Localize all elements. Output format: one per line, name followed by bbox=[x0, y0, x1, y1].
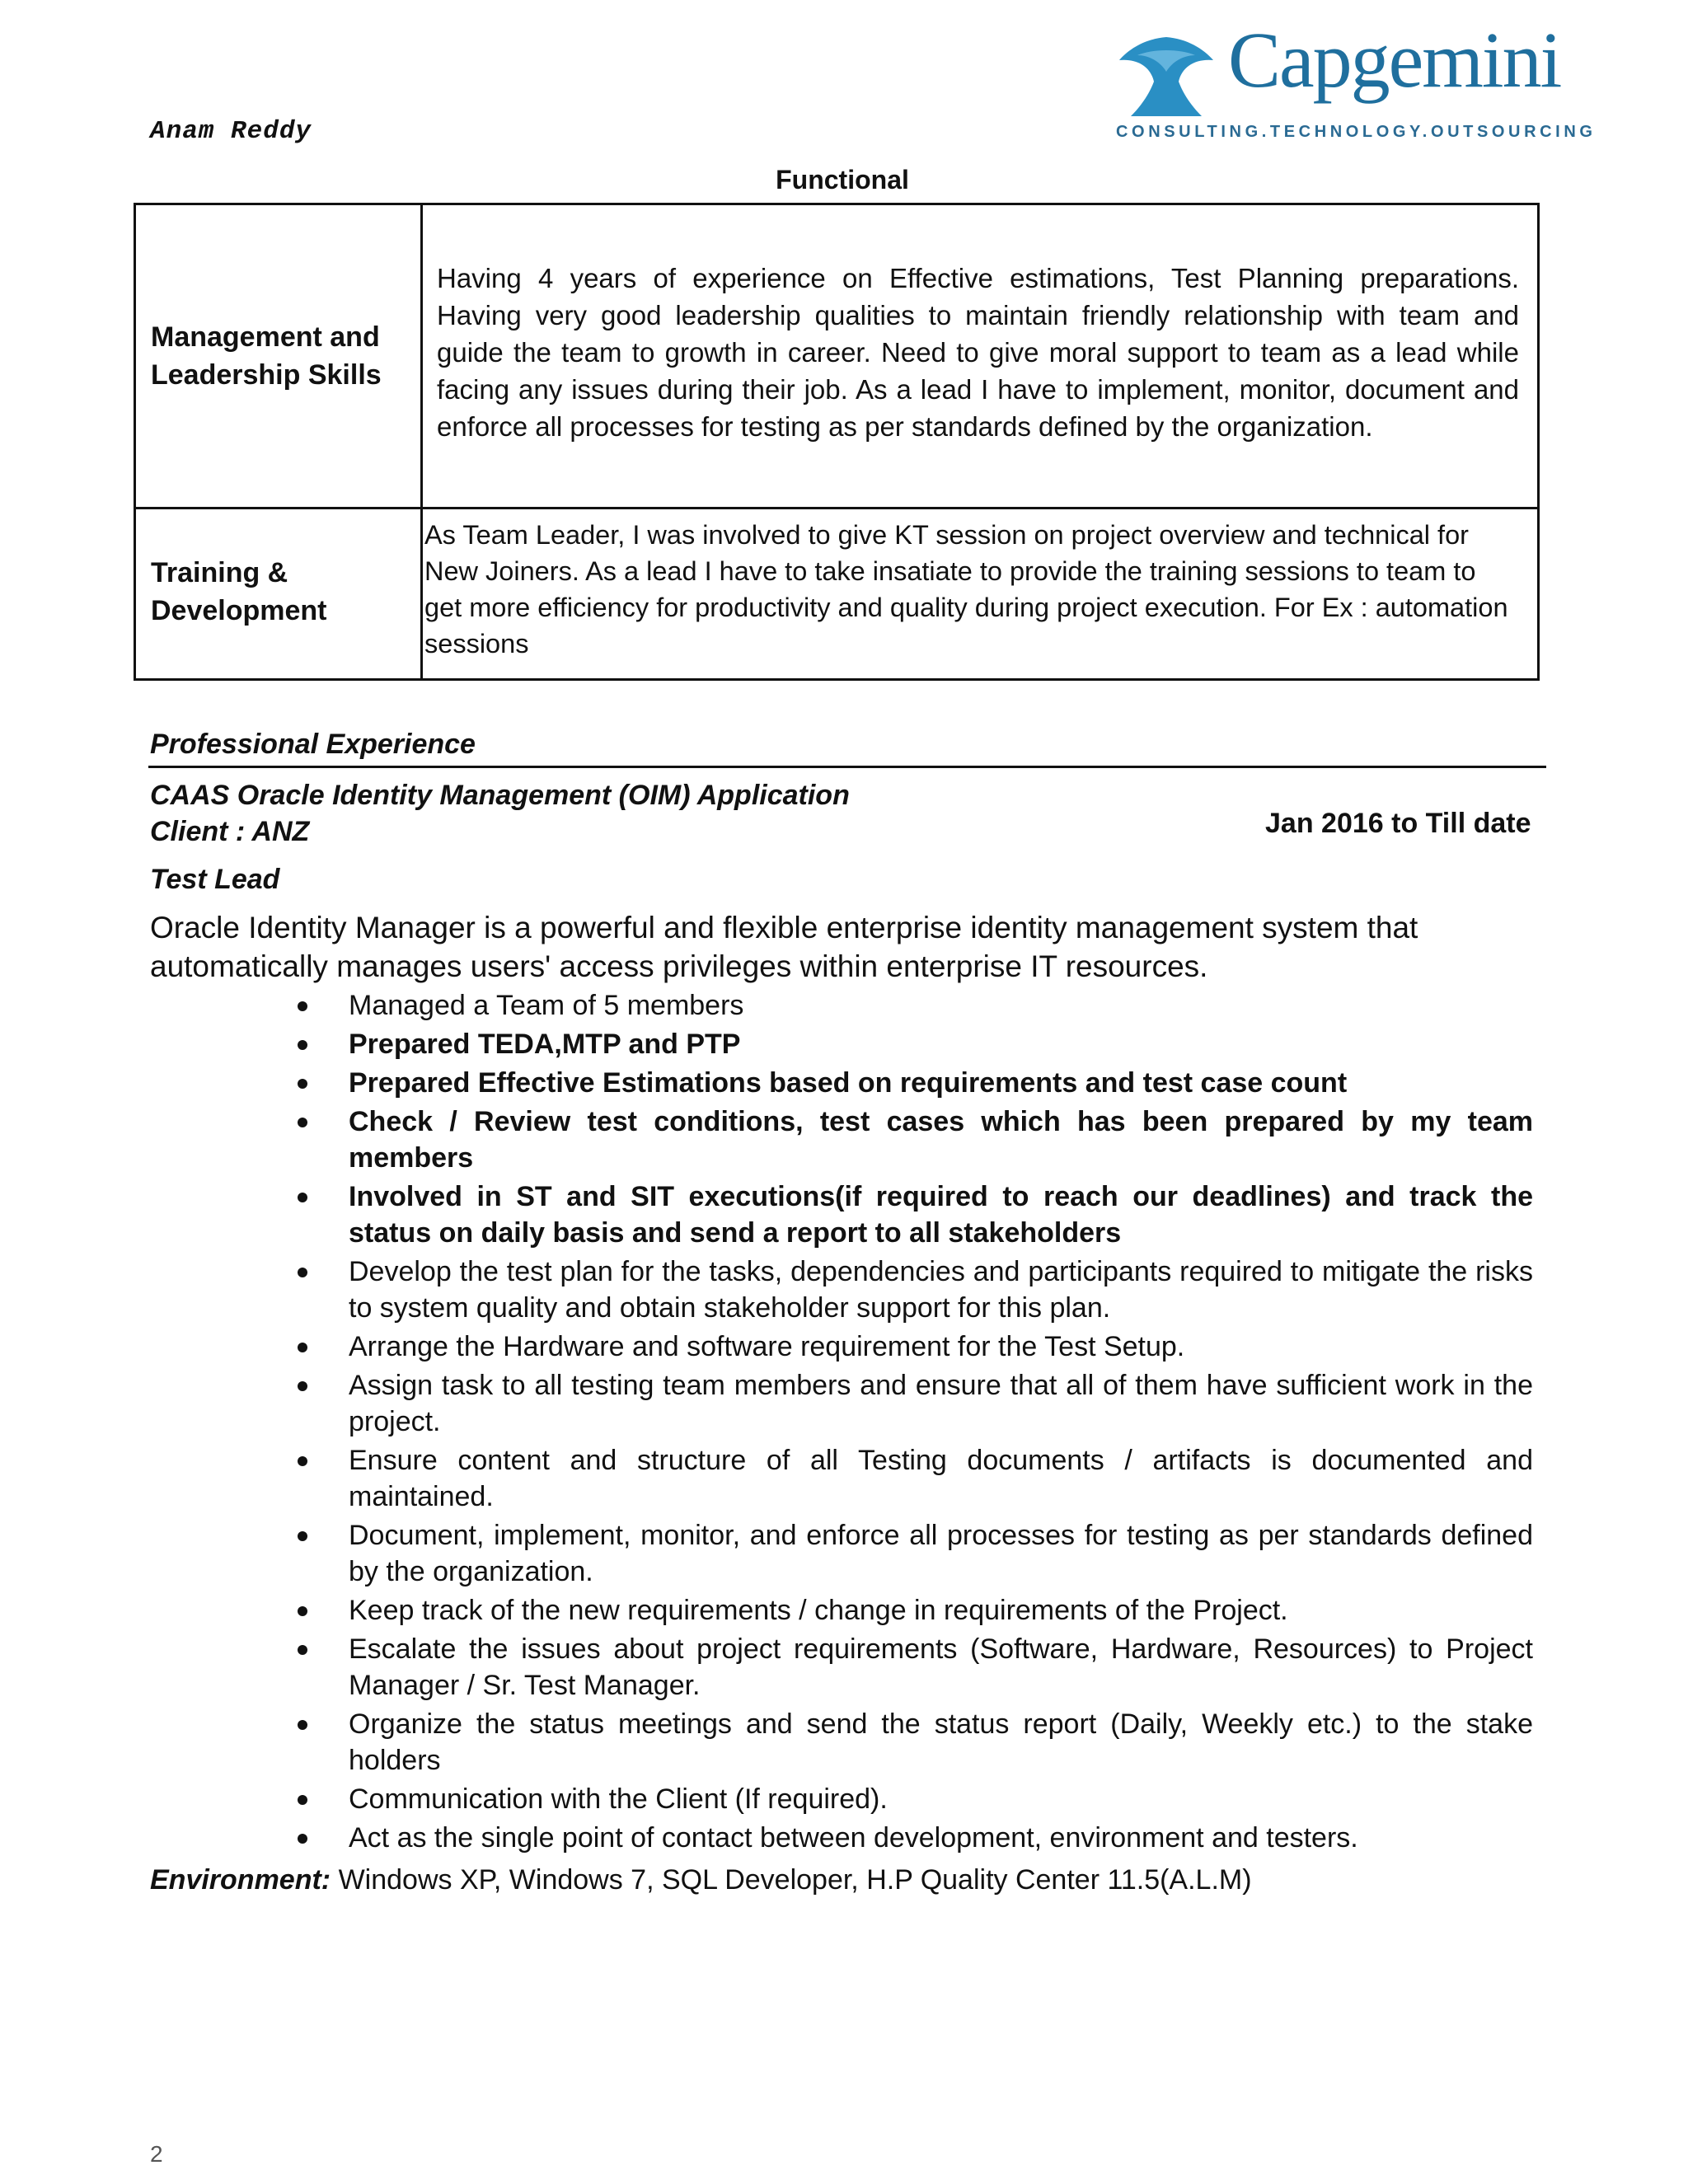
capgemini-logo bbox=[1113, 16, 1597, 144]
section-divider bbox=[148, 766, 1546, 768]
spade-logo-icon bbox=[1113, 30, 1220, 121]
list-item: Ensure content and structure of all Testing documents / artifacts is documented and maintained. bbox=[293, 1442, 1533, 1515]
duties-list bbox=[293, 987, 1533, 1858]
environment-value: Windows XP, Windows 7, SQL Developer, H.P Quality Center 11.5(A.L.M) bbox=[331, 1864, 1252, 1896]
list-item: Managed a Team of 5 members bbox=[293, 987, 1533, 1024]
list-item: Document, implement, monitor, and enforce all processes for testing as per standards defined by the organization. bbox=[293, 1517, 1533, 1590]
list-item: Prepared TEDA,MTP and PTP bbox=[293, 1026, 1533, 1062]
list-item: Communication with the Client (If required). bbox=[293, 1781, 1533, 1817]
table-row bbox=[136, 205, 1537, 509]
column-divider bbox=[420, 507, 423, 678]
list-item: Arrange the Hardware and software requirement for the Test Setup. bbox=[293, 1329, 1533, 1365]
list-item: Involved in ST and SIT executions(if required to reach our deadlines) and track the status on daily basis and send a report to all stakeholders bbox=[293, 1179, 1533, 1251]
project-dates: Jan 2016 to Till date bbox=[1265, 808, 1531, 839]
list-item: Check / Review test conditions, test cases which has been prepared by my team members bbox=[293, 1104, 1533, 1176]
table-row bbox=[136, 507, 1537, 678]
list-item: Escalate the issues about project requirements (Software, Hardware, Resources) to Project Manager / Sr. Test Manager. bbox=[293, 1631, 1533, 1704]
row-text: Having 4 years of experience on Effective estimations, Test Planning preparations. Having very good leadership qualities to maintain friendly relationship with team and guide the team to growth in career. Need to give moral support to team as a lead while facing any issues during their job. As a lead I have to implement, monitor, document and enforce all processes for testing as per standards defined by the organization. bbox=[437, 263, 1519, 442]
logo-wordmark: Capgemini bbox=[1228, 16, 1561, 104]
author-name: Anam Reddy bbox=[150, 117, 312, 146]
list-item: Organize the status meetings and send the status report (Daily, Weekly etc.) to the stake holders bbox=[293, 1706, 1533, 1779]
project-description: Oracle Identity Manager is a powerful and flexible enterprise identity management system that automatically manages users' access privileges within enterprise IT resources. bbox=[150, 911, 1418, 983]
row-text: As Team Leader, I was involved to give KT session on project overview and technical for New Joiners. As a lead I have to take insatiate to provide the training sessions to team to get more efficiency for productivity and quality during project execution. For Ex : automation sessions bbox=[424, 520, 1508, 658]
client-name: Client : ANZ bbox=[150, 816, 310, 847]
environment-line bbox=[150, 1864, 1252, 1896]
professional-experience-title: Professional Experience bbox=[150, 729, 476, 760]
page-number: 2 bbox=[150, 2141, 163, 2167]
section-heading-text: Functional bbox=[776, 165, 909, 194]
list-item: Assign task to all testing team members and ensure that all of them have sufficient work in the project. bbox=[293, 1367, 1533, 1440]
list-item: Keep track of the new requirements / change in requirements of the Project. bbox=[293, 1592, 1533, 1629]
project-name: CAAS Oracle Identity Management (OIM) Application bbox=[150, 780, 850, 811]
list-item: Develop the test plan for the tasks, dependencies and participants required to mitigate the risks to system quality and obtain stakeholder support for this plan. bbox=[293, 1254, 1533, 1326]
job-role: Test Lead bbox=[150, 864, 280, 895]
list-item: Prepared Effective Estimations based on requirements and test case count bbox=[293, 1065, 1533, 1101]
section-heading bbox=[0, 165, 1688, 195]
skills-table bbox=[134, 203, 1540, 681]
environment-label: Environment: bbox=[150, 1864, 331, 1896]
column-divider bbox=[420, 205, 423, 507]
list-item: Act as the single point of contact between development, environment and testers. bbox=[293, 1820, 1533, 1856]
row-label: Management and Leadership Skills bbox=[151, 321, 382, 391]
logo-tagline: CONSULTING.TECHNOLOGY.OUTSOURCING bbox=[1116, 123, 1597, 141]
row-label: Training & Development bbox=[151, 557, 327, 626]
